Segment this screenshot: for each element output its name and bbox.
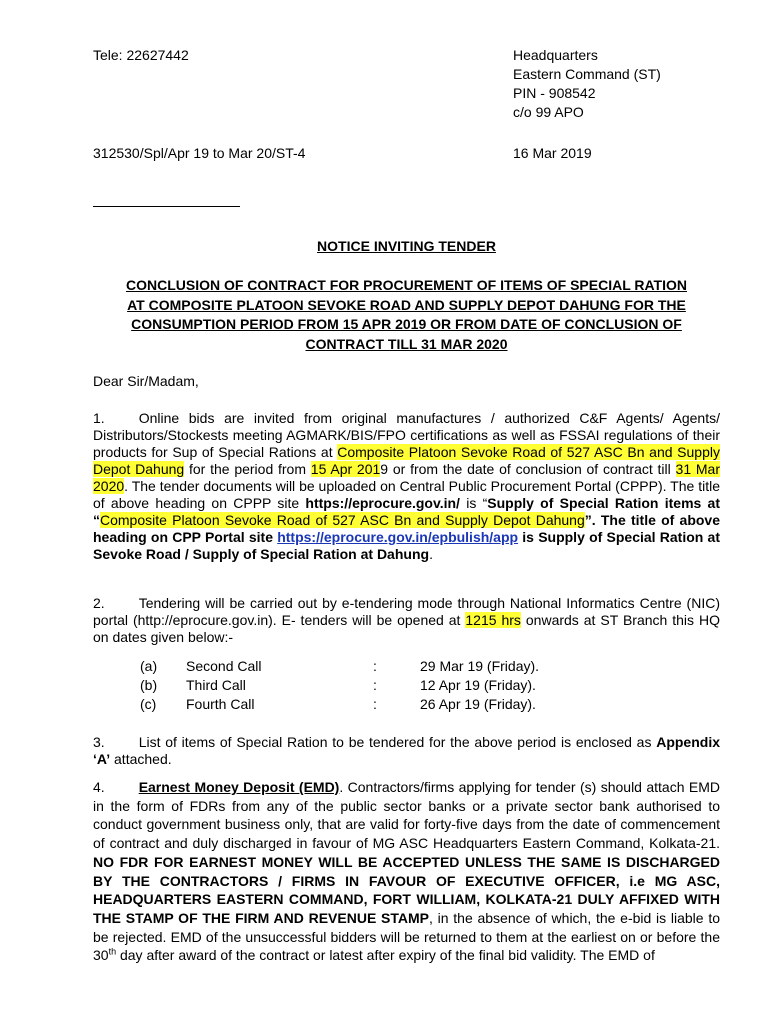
highlight-start-date: 15 Apr 201 (310, 461, 381, 477)
para-number: 4. (93, 779, 105, 795)
highlight-opening-time: 1215 hrs (465, 612, 521, 628)
signature-line (93, 206, 240, 207)
para-number: 3. (93, 734, 105, 750)
telephone-number: Tele: 22627442 (93, 47, 189, 63)
hq-line: Eastern Command (ST) (513, 66, 661, 82)
paragraph-4: 4. Earnest Money Deposit (EMD). Contractors/firms applying for tender (s) should attach EMD in the form of FDRs from any of the public sector banks or a private sector bank authorised to conduct government business only, that are valid for forty-five days from the date of commencement of contract and duly discharged in favour of MG ASC Headquarters Eastern Command, Kolkata-21. NO FDR FOR EARNEST MONEY WILL BE ACCEPTED UNLESS THE SAME IS DISCHARGED BY THE CONTRACTORS / FIRMS IN FAVOUR OF EXECUTIVE OFFICER, i.e MG ASC, HEADQUARTERS EASTERN COMMAND, FORT WILLIAM, KOLKATA-21 DULY AFFIXED WITH THE STAMP OF THE FIRM AND REVENUE STAMP, in the absence of which, the e-bid is liable to be rejected. EMD of the unsuccessful bidders will be returned to them at the earliest on or before the 30th day after award of the contract or latest after expiry of the final bid validity. The EMD of (93, 779, 721, 964)
paragraph-3: 3. List of items of Special Ration to be tendered for the above period is enclosed as Appendix ‘A’ attached. (93, 734, 720, 767)
subject-line: AT COMPOSITE PLATOON SEVOKE ROAD AND SUPPLY DEPOT DAHUNG FOR THE (127, 296, 686, 313)
subject-heading (93, 276, 720, 354)
cppp-site-url: https://eprocure.gov.in/ (305, 495, 460, 511)
subject-line: CONTRACT TILL 31 MAR 2020 (305, 335, 508, 352)
letter-date: 16 Mar 2019 (513, 145, 592, 161)
emd-condition: NO FDR FOR EARNEST MONEY WILL BE ACCEPTED UNLESS THE SAME IS DISCHARGED BY THE CONTRACTORS / FIRMS IN FAVOUR OF EXECUTIVE OFFICER, i.e MG ASC, HEADQUARTERS EASTERN COMMAND, FORT WILLIAM, KOLKATA-21 DULY AFFIXED WITH THE STAMP OF THE FIRM AND REVENUE STAMP (93, 853, 720, 926)
emd-heading: Earnest Money Deposit (EMD) (138, 779, 340, 795)
epublish-link[interactable]: https://eprocure.gov.in/epbulish/app (277, 529, 519, 545)
salutation: Dear Sir/Madam, (93, 373, 199, 389)
hq-line: PIN - 908542 (513, 85, 596, 101)
subject-line: CONSUMPTION PERIOD FROM 15 APR 2019 OR FROM DATE OF CONCLUSION OF (131, 316, 682, 332)
notice-title: NOTICE INVITING TENDER (317, 238, 496, 254)
paragraph-1: 1. Online bids are invited from original manufactures / authorized C&F Agents/ Agents/ Distributors/Stockests meeting AGMARK/BIS/FPO certifications as well as FSSAI regulations of their products for Sup of Special Rations at Composite Platoon Sevoke Road of 527 ASC Bn and Supply Depot Dahung for the period from 15 Apr 2019 or from the date of conclusion of contract till 31 Mar 2020. The tender documents will be uploaded on Central Public Procurement Portal (CPPP). The title of above heading on CPPP site https://eprocure.gov.in/ is “Supply of Special Ration items at “Composite Platoon Sevoke Road of 527 ASC Bn and Supply Depot Dahung”. The title of above heading on CPP Portal site https://eprocure.gov.in/epbulish/app is Supply of Special Ration at Sevoke Road / Supply of Special Ration at Dahung. (93, 410, 721, 562)
highlight-location: Composite Platoon Sevoke Road of 527 ASC Bn and Supply Depot Dahung (93, 444, 720, 477)
document-page: Tele: 22627442 312530/Spl/Apr 19 to Mar 20/ST-4 Headquarters Eastern Command (ST) PIN - 908542 c/o 99 APO 16 Mar 2019 NOTICE INVITING TENDER CONCLUSION OF CONTRACT FOR PROCUREMENT OF ITEMS OF SPECIAL RATION AT COMPOSITE PLATOON SEVOKE ROAD AND SUPPLY DEPOT DAHUNG FOR THE CONSUMPTION PERIOD FROM 15 APR 2019 OR FROM DATE OF CONCLUSION OF CONTRACT TILL 31 MAR 2020 Dear Sir/Madam, 1. Online bids are invited from original manufactures / authorized C&F Agents/ Agents/ Distributors/Stockests meeting AGMARK/BIS/FPO certifications as well as FSSAI regulations of their products for Sup of Special Rations at Composite Platoon Sevoke Road of 527 ASC Bn and Supply Depot Dahung for the period from 15 Apr 2019 or from the date of conclusion of contract till 31 Mar 2020. The tender documents will be uploaded on Central Public Procurement Portal (CPPP). The title of above heading on CPPP site https://eprocure.gov.in/ is “Supply of Special Ration items at “Composite Platoon Sevoke Road of 527 ASC Bn and Supply Depot Dahung”. The title of above heading on CPP Portal site https://eprocure.gov.in/epbulish/app is Supply of Special Ration at Sevoke Road / Supply of Special Ration at Dahung. 2. Tendering will be carried out by e-tendering mode through National Informatics Centre (NIC) portal (http://eprocure.gov.in). E- tenders will be opened at 1215 hrs onwards at ST Branch this HQ on dates given below:- (a) Second Call : 29 Mar 19 (Friday). (b) Third Call : 12 Apr 19 (Friday). (c) Fourth Call : 26 Apr 19 (Friday). 3. List of items of Special Ration to be tendered for the above period is enclosed as Appendix ‘A’ attached. 4. Earnest Money Deposit (EMD). Contractors/firms applying for tender (s) should attach EMD in the form of FDRs from any of the public sector banks or a private sector bank authorised to conduct government business only, that are valid for forty-five days from the date of commencement of contract and duly discharged in favour of MG ASC Headquarters Eastern Command, Kolkata-21. NO FDR FOR EARNEST MONEY WILL BE ACCEPTED UNLESS THE SAME IS DISCHARGED BY THE CONTRACTORS / FIRMS IN FAVOUR OF EXECUTIVE OFFICER, i.e MG ASC, HEADQUARTERS EASTERN COMMAND, FORT WILLIAM, KOLKATA-21 DULY AFFIXED WITH THE STAMP OF THE FIRM AND REVENUE STAMP, in the absence of which, the e-bid is liable to be rejected. EMD of the unsuccessful bidders will be returned to them at the earliest on or before the 30th day after award of the contract or latest after expiry of the final bid validity. The EMD of (93, 47, 721, 964)
highlight-end-date: 31 Mar 2020 (93, 461, 720, 494)
hq-line: c/o 99 APO (513, 104, 584, 120)
paragraph-2: 2. Tendering will be carried out by e-tendering mode through National Informatics Centre (NIC) portal (http://eprocure.gov.in). E- tenders will be opened at 1215 hrs onwards at ST Branch this HQ on dates given below:- (93, 595, 720, 645)
para-number: 1. (93, 410, 105, 426)
hq-line: Headquarters (513, 47, 598, 63)
subject-line: CONCLUSION OF CONTRACT FOR PROCUREMENT OF ITEMS OF SPECIAL RATION (125, 277, 688, 293)
highlight-location-2: Composite Platoon Sevoke Road of 527 ASC Bn and Supply Depot Dahung (100, 512, 585, 528)
reference-number: 312530/Spl/Apr 19 to Mar 20/ST-4 (93, 145, 306, 161)
appendix-ref: Appendix ‘A’ (93, 734, 720, 767)
para-number: 2. (93, 595, 105, 611)
hq-address (513, 46, 661, 122)
